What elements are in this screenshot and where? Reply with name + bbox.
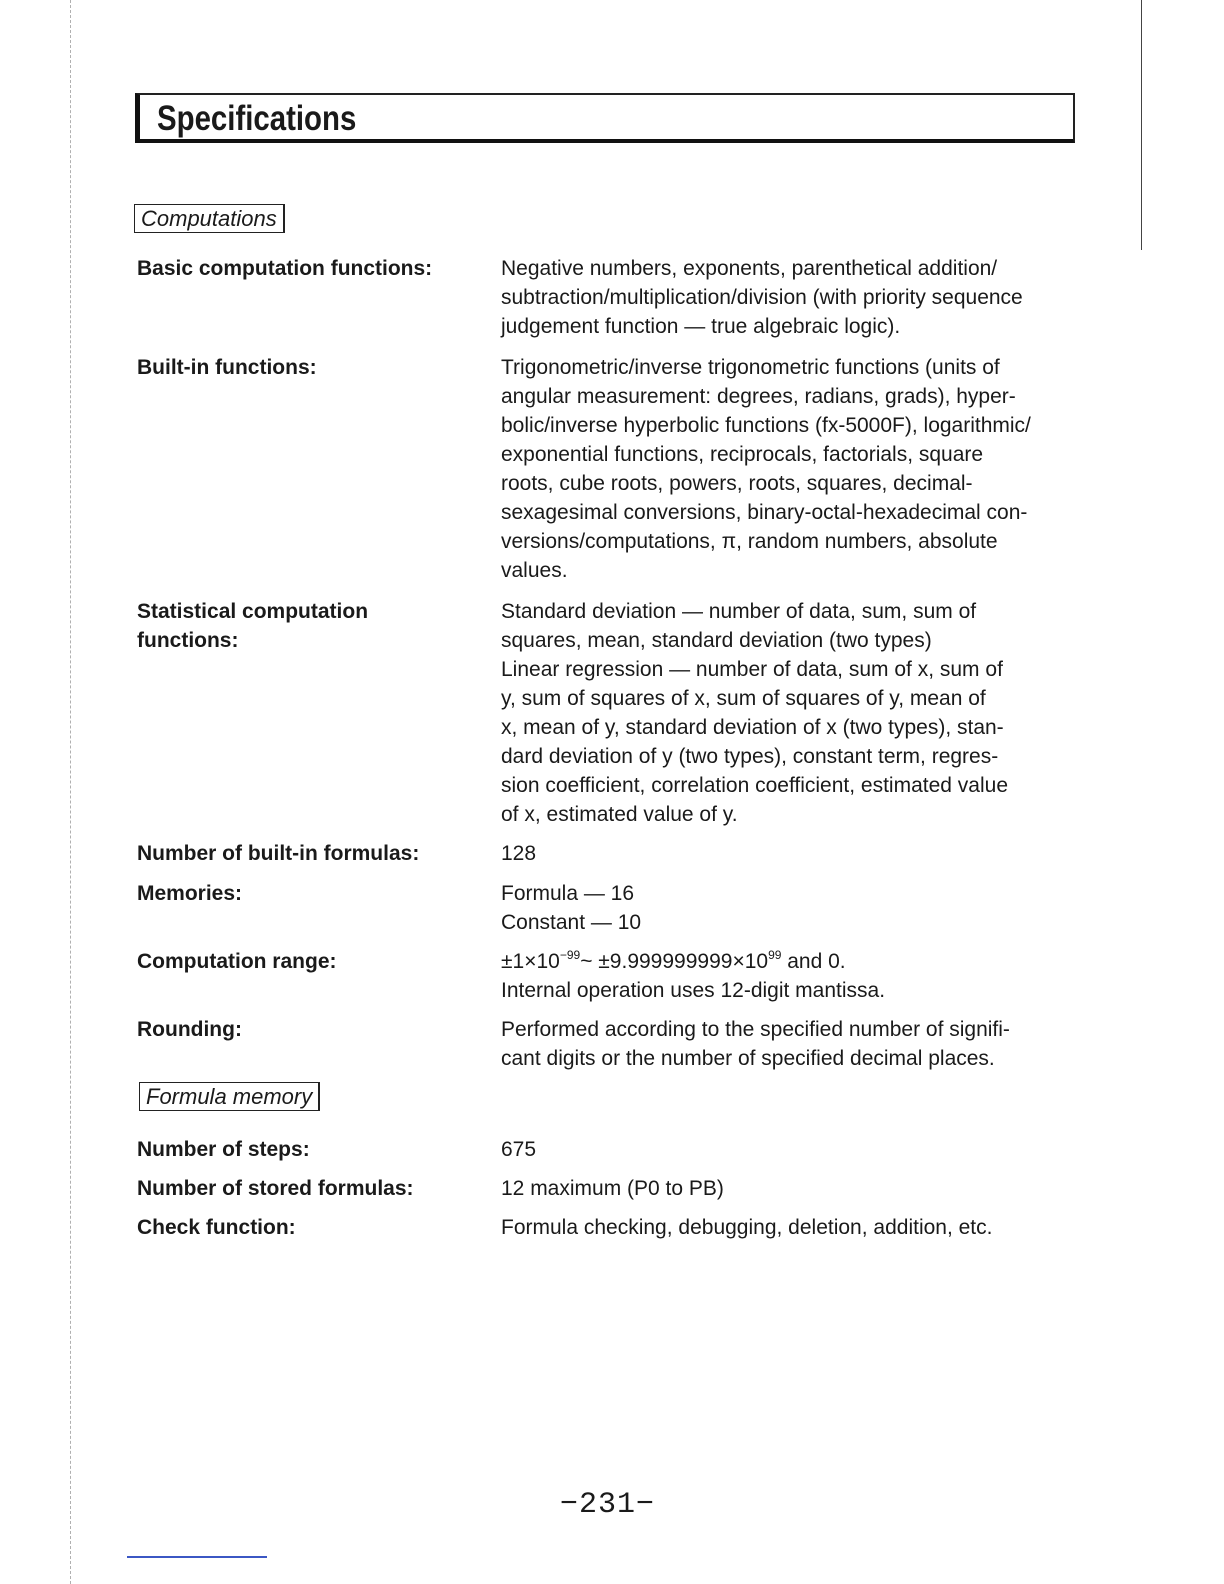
desc-line: sion coefficient, correlation coefficient, estimated value — [501, 774, 1009, 797]
desc-line — [501, 947, 1081, 976]
desc-line: subtraction/multiplication/division (with priority sequence — [501, 286, 1023, 309]
desc-line: Formula — 16 — [501, 882, 635, 905]
spec-term: Number of built-in formulas: — [137, 842, 420, 865]
desc-line: Performed according to the specified number of signifi- — [501, 1018, 1010, 1041]
desc-line: Negative numbers, exponents, parenthetical addition/ — [501, 257, 998, 280]
desc-line: judgement function — true algebraic logic). — [501, 315, 901, 338]
desc-line: Linear regression — number of data, sum of x, sum of — [501, 658, 1003, 681]
spec-description — [501, 597, 1081, 829]
range-exponent: −99 — [559, 948, 581, 962]
desc-line: angular measurement: degrees, radians, grads), hyper- — [501, 385, 1016, 408]
spec-term — [137, 597, 487, 655]
spec-statistical-functions — [137, 597, 1097, 832]
spec-term: Number of stored formulas: — [137, 1177, 414, 1200]
right-margin-rule — [1141, 0, 1142, 250]
spec-number-of-steps — [137, 1135, 1097, 1165]
desc-line: of x, estimated value of y. — [501, 803, 738, 826]
range-exponent: 99 — [768, 948, 782, 962]
spec-description — [501, 947, 1081, 1005]
spec-term: Computation range: — [137, 950, 337, 973]
desc-line: values. — [501, 559, 568, 582]
spec-built-in-functions — [137, 353, 1097, 588]
spec-value: 128 — [501, 842, 537, 865]
desc-line: cant digits or the number of specified decimal places. — [501, 1047, 995, 1070]
desc-line: x, mean of y, standard deviation of x (two types), stan- — [501, 716, 1004, 739]
page-number: −231− — [560, 1488, 656, 1522]
spec-term: Built-in functions: — [137, 356, 317, 379]
spec-term: Memories: — [137, 882, 243, 905]
spec-term: Check function: — [137, 1216, 296, 1239]
left-margin-rule — [70, 0, 71, 1584]
spec-rounding — [137, 1015, 1097, 1075]
spec-value: Formula checking, debugging, deletion, addition, etc. — [501, 1216, 993, 1239]
section-formula-memory: Formula memory — [139, 1082, 320, 1111]
desc-line: squares, mean, standard deviation (two types) — [501, 629, 932, 652]
spec-stored-formulas — [137, 1174, 1097, 1204]
desc-line: dard deviation of y (two types), constant term, regres- — [501, 745, 999, 768]
range-part: and 0. — [781, 950, 846, 973]
desc-line: Trigonometric/inverse trigonometric functions (units of — [501, 356, 1000, 379]
spec-computation-range — [137, 947, 1097, 1007]
spec-description — [501, 1015, 1081, 1073]
spec-value: 675 — [501, 1138, 537, 1161]
range-part: ~ ±9.999999999×10 — [580, 950, 769, 973]
range-part: ±1×10 — [501, 950, 560, 973]
desc-line: Standard deviation — number of data, sum, sum of — [501, 600, 977, 623]
spec-term: Basic computation functions: — [137, 257, 433, 280]
desc-line: Internal operation uses 12-digit mantissa. — [501, 979, 886, 1002]
term-line: functions: — [137, 629, 239, 652]
spec-built-in-formulas — [137, 839, 1097, 869]
desc-line: sexagesimal conversions, binary-octal-hexadecimal con- — [501, 501, 1028, 524]
spec-basic-computation — [137, 254, 1097, 344]
spec-term: Number of steps: — [137, 1138, 310, 1161]
page-title: Specifications — [157, 99, 357, 138]
spec-check-function — [137, 1213, 1097, 1243]
section-computations: Computations — [134, 204, 285, 233]
spec-memories — [137, 879, 1097, 939]
desc-line: bolic/inverse hyperbolic functions (fx-5000F), logarithmic/ — [501, 414, 1031, 437]
spec-term: Rounding: — [137, 1018, 242, 1041]
bottom-rule — [127, 1556, 267, 1558]
desc-line: exponential functions, reciprocals, factorials, square — [501, 443, 984, 466]
spec-description — [501, 254, 1081, 341]
term-line: Statistical computation — [137, 600, 369, 623]
spec-value: 12 maximum (P0 to PB) — [501, 1177, 724, 1200]
title-box — [135, 93, 1075, 143]
desc-line: versions/computations, π, random numbers, absolute — [501, 530, 998, 553]
spec-description — [501, 879, 1081, 937]
desc-line: roots, cube roots, powers, roots, squares, decimal- — [501, 472, 973, 495]
desc-line: y, sum of squares of x, sum of squares of y, mean of — [501, 687, 986, 710]
spec-description — [501, 353, 1081, 585]
desc-line: Constant — 10 — [501, 911, 642, 934]
